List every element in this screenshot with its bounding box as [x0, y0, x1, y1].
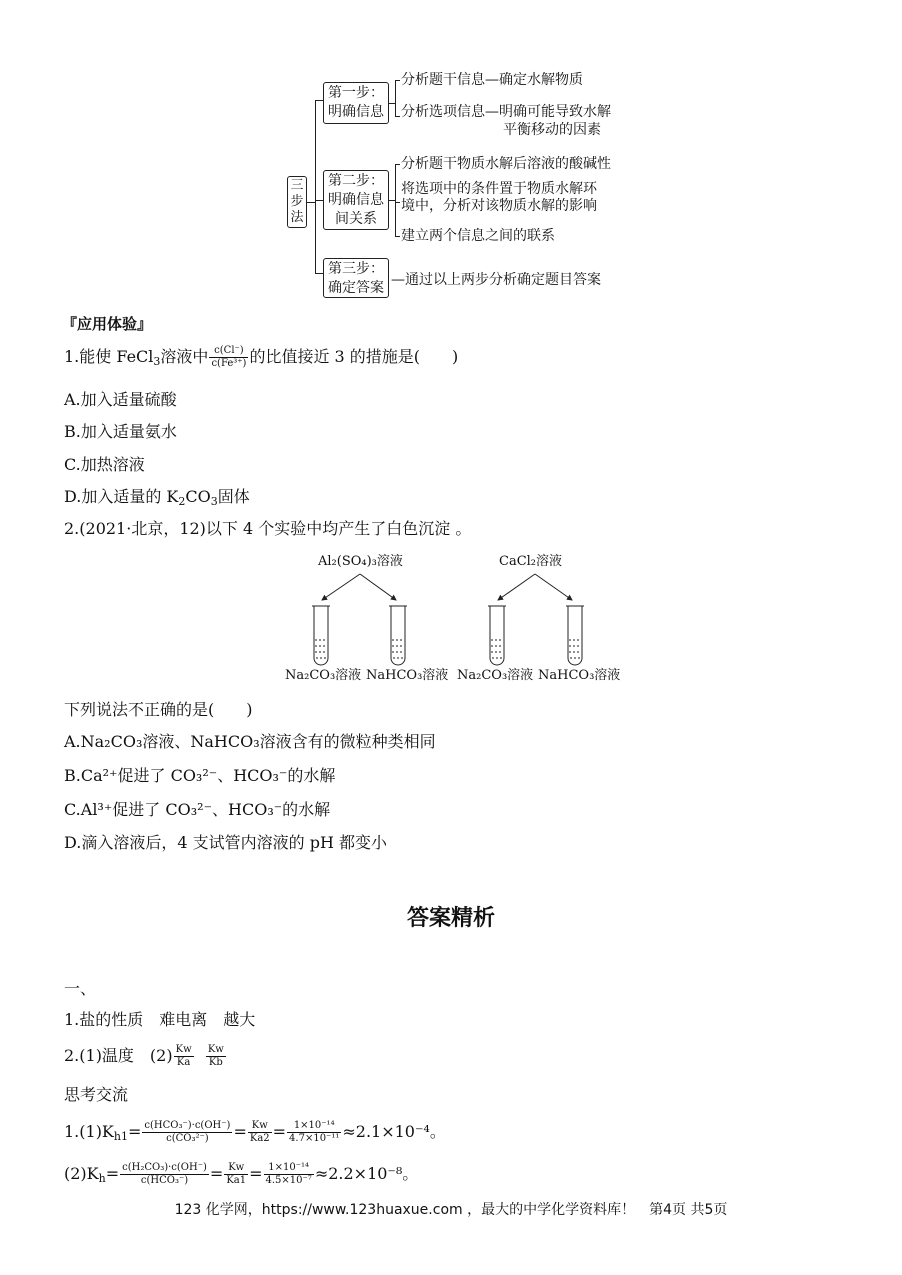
step2-item-2: 将选项中的条件置于物质水解环 — [401, 181, 597, 197]
step1-item-2: 分析选项信息—明确可能导致水解 — [401, 104, 611, 120]
answer-eq-2: $(2)K_h=$ $\frac{\text{c(H₂CO₃)·c(OH⁻)}}{\text{c(HCO₃⁻)}}$ = $\frac{Kw}{Ka1}$ = $\frac{\text{1×10⁻¹⁴}}{\text{4.5×10⁻⁷}}$ ≈2.2×10⁻⁸。 — [64, 1162, 419, 1186]
step3-item-1: —通过以上两步分析确定题目答案 — [391, 272, 601, 288]
tube-label-2: NaHCO₃溶液 — [366, 668, 449, 683]
answer-title: 答案精析 — [406, 905, 495, 931]
step2-box: 第二步： 明确信息 间关系 — [323, 170, 389, 230]
tube-2 — [389, 606, 407, 665]
tube-label-3: Na₂CO₃溶液 — [457, 668, 534, 683]
step1-item-3: 平衡移动的因素 — [503, 122, 601, 138]
figure-left-reagent: Al₂(SO₄)₃溶液 — [318, 554, 403, 569]
q1-option-d: D.加入适量的 $K_2CO_3$固体 — [64, 487, 250, 508]
step1-box: 第一步： 明确信息 — [323, 82, 389, 124]
think-heading: 思考交流 — [64, 1085, 129, 1104]
q1-option-a: A.加入适量硫酸 — [64, 390, 177, 409]
answer-part-1: 一、 — [64, 979, 97, 998]
q1-option-b: B.加入适量氨水 — [64, 422, 177, 441]
q2-prompt: 下列说法不正确的是( ) — [64, 700, 253, 719]
answer-line-1: 1.盐的性质 难电离 越大 — [64, 1010, 256, 1029]
q2-option-c: C.Al³⁺促进了 CO₃²⁻、HCO₃⁻的水解 — [64, 800, 331, 819]
q1-option-c: C.加热溶液 — [64, 455, 145, 474]
answer-eq-1: $1.(1)K_{h1}=$ $\frac{\text{c(HCO₃⁻)·c(OH⁻)}}{\text{c(CO₃²⁻)}}$ = $\frac{Kw}{Ka2}$ = $\frac{\text{1×10⁻¹⁴}}{\text{4.7×10⁻¹¹}}$ ≈2.1×10⁻⁴。 — [64, 1120, 446, 1144]
figure-right-reagent: CaCl₂溶液 — [499, 554, 563, 569]
section-title: 『应用体验』 — [62, 315, 153, 333]
answer-line-2: 2.(1)温度 (2) $\frac{Kw}{Ka}$ $\frac{Kw}{Kb}$ — [64, 1044, 224, 1068]
tube-3 — [488, 606, 506, 665]
tube-label-4: NaHCO₃溶液 — [538, 668, 621, 683]
tube-1 — [312, 606, 330, 665]
q2-option-a: A.Na₂CO₃溶液、NaHCO₃溶液含有的微粒种类相同 — [64, 732, 436, 751]
page-footer: 123 化学网，https://www.123huaxue.com ，最大的中学化学资料库！ 第4页 共5页 — [174, 1202, 728, 1218]
step2-item-4: 建立两个信息之间的联系 — [401, 228, 555, 244]
q2-option-d: D.滴入溶液后，4 支试管内溶液的 pH 都变小 — [64, 833, 387, 852]
step2-item-1: 分析题干物质水解后溶液的酸碱性 — [401, 156, 611, 172]
step1-item-1: 分析题干信息—确定水解物质 — [401, 72, 583, 88]
test-tubes-svg — [280, 570, 630, 666]
q2-option-b: B.Ca²⁺促进了 CO₃²⁻、HCO₃⁻的水解 — [64, 766, 336, 785]
step2-item-3: 境中，分析对该物质水解的影响 — [401, 198, 597, 214]
root-box: 三 步 法 — [287, 176, 307, 228]
tube-4 — [566, 606, 584, 665]
q1-stem: 1.能使 FeCl$_3$溶液中 $\frac{c(Cl^-)}{\text{c(Fe³⁺)}}$ 的比值接近 3 的措施是( ) — [64, 345, 459, 369]
step3-box: 第三步： 确定答案 — [323, 258, 389, 298]
tube-label-1: Na₂CO₃溶液 — [285, 668, 362, 683]
q2-stem: 2.(2021·北京，12)以下 4 个实验中均产生了白色沉淀 。 — [64, 519, 472, 538]
